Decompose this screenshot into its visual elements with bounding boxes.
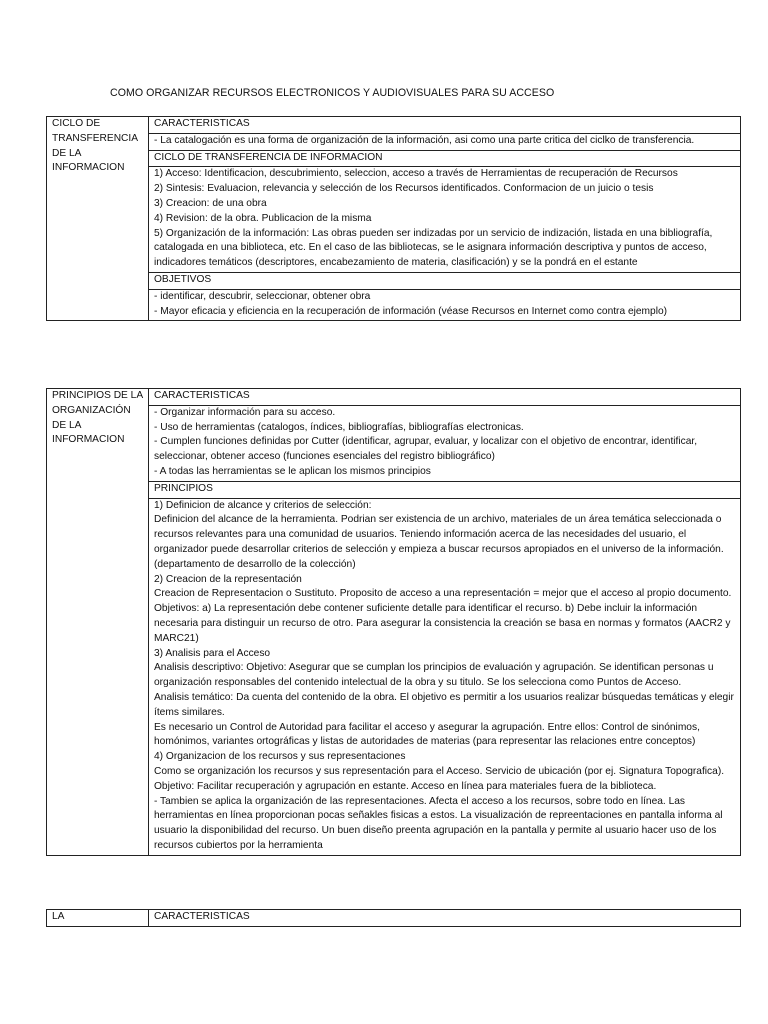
content-line: 5) Organización de la información: Las obras pueden ser indizadas por un servicio de indización, listada en una bibliografía, catalogada en una biblioteca, etc. En el caso de las bibliotecas, se le asignara información descriptiva y puntos de acceso, indicadores temáticos (descriptores, encabezamiento de materia, clasificación) y se la pondrá en el estante: [154, 227, 713, 269]
content-line: - Uso de herramientas (catalogos, índices, bibliografías, bibliografías electronicas.: [154, 421, 524, 433]
caracteristicas-content: [149, 405, 741, 481]
content-line: Creacion de Representacion o Sustituto. Proposito de acceso a una representación = mejor que el acceso al propio documento. Objetivos: a) La representación debe contener suficiente detalle para identificar el recurso. b) Debe incluir la información necesaria para distinguir un recurso de otro. Para asegurar la consistencia la creación se basa en normas y formatos (AACR2 y MARC21): [154, 588, 732, 644]
content-line: Definicion del alcance de la herramienta. Podrian ser existencia de un archivo, materiales de un área temática seleccionada o recursos relevantes para una comunidad de usuarios. Teniendo información acerca de las necesidades del usuario, el organizador puede desarrollar criterios de selección y empieza a buscar recursos apropiados en el universo de la información.(departamento de desarrollo de la colección): [154, 514, 724, 570]
section-heading-objetivos: OBJETIVOS: [149, 272, 741, 289]
content-line: 3) Analisis para el Acceso: [154, 647, 271, 659]
content-line: Analisis descriptivo: Objetivo: Asegurar que se cumplan los principios de evaluación y agrupación. Se identifican personas u organización responsables del contenido intelectual de la obra y su titulo. Se los selecciona como Puntos de Acceso.: [154, 662, 714, 689]
caracteristicas-content: - La catalogación es una forma de organización de la información, asi como una parte critica del ciclko de transferencia.: [149, 133, 741, 150]
content-line: - identificar, descubrir, seleccionar, obtener obra: [154, 290, 371, 302]
content-line: - A todas las herramientas se le aplican los mismos principios: [154, 465, 431, 477]
content-line: 2) Sintesis: Evaluacion, relevancia y selección de los Recursos identificados. Conformacion de un juicio o tesis: [154, 183, 654, 195]
content-line: - Tambien se aplica la organización de las representaciones. Afecta el acceso a los recursos, sobre todo en línea. Las herramientas en línea proporcionan pocas señakles fisicas a estos. La visualización de repreentaciones en pantalla informa al usuario la disponibilidad del recurso. Un buen diseño preenta agrupación en la pantalla y permite al usuario hacer uso de los recursos cubiertos por la herramienta: [154, 795, 723, 851]
content-line: Es necesario un Control de Autoridad para facilitar el acceso y asegurar la agrupación. Entre ellos: Control de sinónimos, homónimos, variantes ortográficas y listas de autoridades de materias (para representar las relaciones entre conceptos): [154, 721, 700, 748]
document-title: COMO ORGANIZAR RECURSOS ELECTRONICOS Y AUDIOVISUALES PARA SU ACCESO: [110, 87, 555, 99]
row-label-text: CICLO DE TRANSFERENCIA DE LA INFORMACION: [52, 118, 138, 174]
content-line: Analisis temático: Da cuenta del contenido de la obra. El objetivo es permitir a los usuarios realizar búsquedas temáticas y elegir ítems similares.: [154, 691, 734, 718]
content-line: - Organizar información para su acceso.: [154, 406, 336, 418]
section-heading-principios: PRINCIPIOS: [149, 481, 741, 498]
row-label-principios: [47, 389, 149, 856]
table-principios-organizacion: [46, 388, 741, 856]
table-ciclo-transferencia: [46, 116, 741, 321]
principios-content: [149, 498, 741, 855]
content-line: 1) Acceso: Identificacion, descubrimiento, seleccion, acceso a través de Herramientas de recuperación de Recursos: [154, 168, 678, 180]
section-heading-caracteristicas: CARACTERISTICAS: [149, 389, 741, 406]
objetivos-content: [149, 289, 741, 321]
content-line: 2) Creacion de la representación: [154, 573, 302, 585]
section-heading-ciclo: CICLO DE TRANSFERENCIA DE INFORMACION: [149, 150, 741, 167]
content-line: 1) Definicion de alcance y criterios de selección:: [154, 499, 372, 511]
row-label-ciclo: [47, 117, 149, 321]
content-line: 4) Revision: de la obra. Publicacion de la misma: [154, 212, 372, 224]
content-line: 3) Creacion: de una obra: [154, 197, 267, 209]
table-la: [46, 909, 741, 927]
content-line: - Mayor eficacia y eficiencia en la recuperación de información (véase Recursos en Internet como contra ejemplo): [154, 305, 668, 317]
section-heading-caracteristicas: CARACTERISTICAS: [149, 117, 741, 134]
row-label-text: PRINCIPIOS DE LA ORGANIZACIÓN DE LA INFORMACION: [52, 390, 143, 446]
section-heading-caracteristicas: CARACTERISTICAS: [149, 910, 741, 927]
row-label-text: LA: [52, 911, 65, 922]
content-line: 4) Organizacion de los recursos y sus representaciones: [154, 751, 406, 763]
ciclo-content: [149, 167, 741, 273]
row-label-la: [47, 910, 149, 927]
content-line: Como se organización los recursos y sus representación para el Acceso. Servicio de ubicación (por ej. Signatura Topografica). Objetivo: Facilitar recuperación y agrupación en estante. Acceso en línea para materiales fuera de la biblioteca.: [154, 765, 725, 792]
content-line: - Cumplen funciones definidas por Cutter (identificar, agrupar, evaluar, y localizar con el objetivo de encontrar, identificar, seleccionar, obtener acceso (funciones esenciales del registro bibliográfico): [154, 436, 698, 463]
